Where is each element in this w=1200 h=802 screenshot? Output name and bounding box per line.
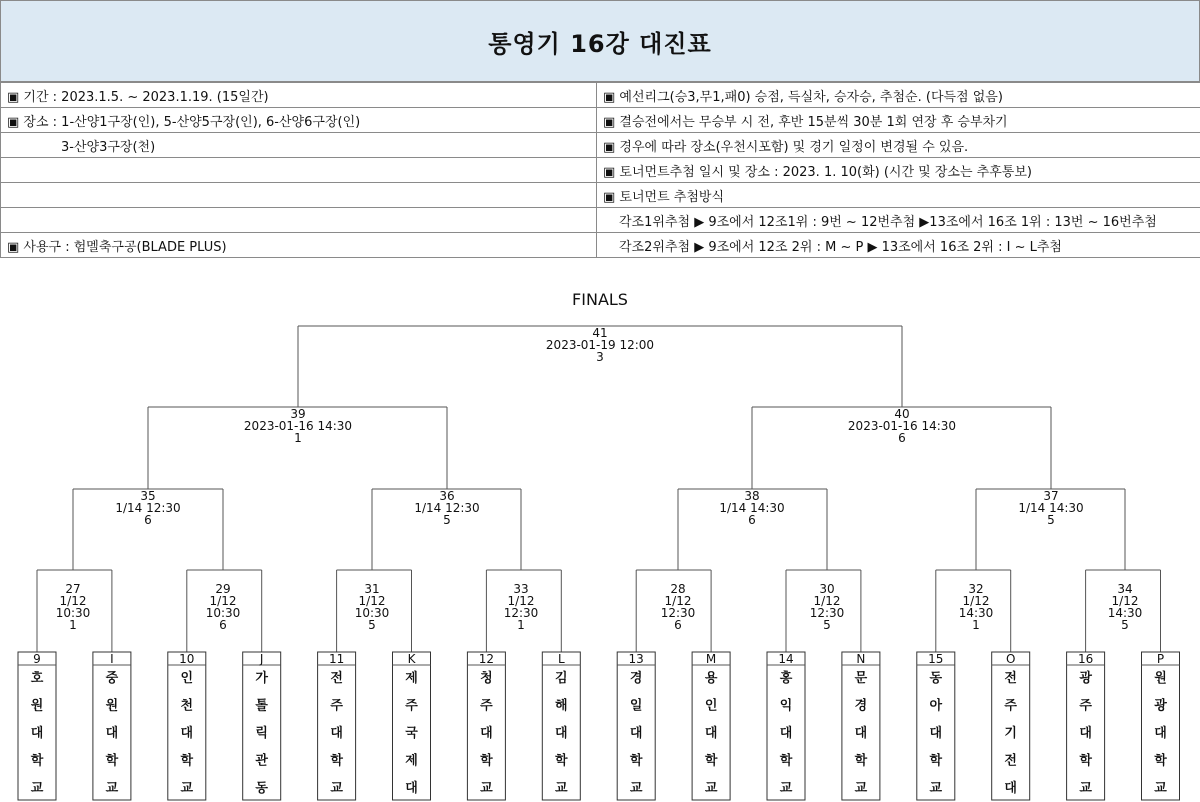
- team-seed: 15: [928, 652, 944, 666]
- r16-match-info: 14:30: [958, 606, 994, 620]
- quarter-match-info: 37: [1043, 489, 1059, 503]
- final-match-info: 2023-01-19 12:00: [545, 338, 655, 352]
- info-row: [1, 108, 1200, 133]
- team-name-char: 호: [30, 671, 44, 686]
- team-name-char: 원: [30, 698, 44, 714]
- quarter-match-info: 1/14 14:30: [719, 501, 785, 515]
- info-row: [1, 83, 1200, 108]
- r16-match-info: 1/12: [59, 594, 87, 608]
- r16-match-info: 29: [215, 582, 231, 596]
- team-name-char: 인: [180, 671, 194, 686]
- team-name-char: 학: [854, 753, 868, 769]
- team-name-char: 교: [629, 781, 643, 796]
- team-name-char: 톨: [255, 698, 268, 714]
- team-name-char: 대: [330, 726, 343, 741]
- semi-match-info: 2023-01-16 14:30: [243, 419, 353, 433]
- team-name-char: 문: [854, 671, 868, 686]
- semi-match-info: 1: [294, 431, 302, 445]
- r16-match-info: 12:30: [809, 606, 845, 620]
- r16-match-info: 5: [368, 618, 376, 632]
- info-change-rule: ▣ 경우에 따라 장소(우천시포함) 및 경기 일정이 변경될 수 있음.: [597, 133, 1200, 158]
- team-name-char: 청: [480, 671, 493, 686]
- team-name-char: 대: [854, 726, 868, 741]
- info-draw-second: 각조2위추첨 ▶ 9조에서 12조 2위 : M ~ P ▶ 13조에서 16조 2위 : I ~ L추첨: [597, 233, 1200, 258]
- quarter-match-info: 6: [748, 513, 756, 527]
- team-name-char: 대: [405, 781, 418, 796]
- team-name-char: 교: [555, 781, 568, 796]
- info-empty: [1, 183, 597, 208]
- team-name-char: 원: [105, 698, 119, 714]
- team-name-char: 학: [105, 753, 119, 769]
- semi-match-info: 6: [898, 431, 906, 445]
- r16-match-info: 1/12: [209, 594, 237, 608]
- info-row: [1, 233, 1200, 258]
- info-row: [1, 158, 1200, 183]
- finals-title: FINALS: [572, 290, 628, 309]
- team-name-char: 학: [1079, 753, 1092, 769]
- quarter-match-info: 38: [744, 489, 760, 503]
- team-name-char: 대: [30, 726, 44, 741]
- team-name-char: 대: [555, 726, 568, 741]
- r16-match-info: 1/12: [962, 594, 990, 608]
- r16-match-info: 10:30: [354, 606, 390, 620]
- info-ball: ▣ 사용구 : 험멜축구공(BLADE PLUS): [1, 233, 597, 258]
- team-name-char: 동: [255, 781, 268, 796]
- team-name-char: 용: [704, 671, 718, 686]
- team-name-char: 대: [180, 726, 194, 741]
- team-name-char: 학: [480, 753, 493, 769]
- team-name-char: 학: [779, 753, 793, 769]
- info-draw-first: 각조1위추첨 ▶ 9조에서 12조1위 : 9번 ~ 12번추첨 ▶13조에서 16조 1위 : 13번 ~ 16번추첨: [597, 208, 1200, 233]
- r16-match-info: 10:30: [55, 606, 91, 620]
- r16-match-info: 6: [674, 618, 682, 632]
- team-name-char: 대: [704, 726, 718, 741]
- team-name-char: 학: [30, 753, 44, 769]
- team-name-char: 광: [1154, 698, 1167, 714]
- team-name-char: 교: [929, 781, 943, 796]
- r16-match-info: 1/12: [813, 594, 841, 608]
- tournament-bracket: [0, 280, 1200, 802]
- team-name-char: 주: [405, 698, 418, 714]
- team-seed: M: [705, 652, 717, 666]
- team-seed: 13: [628, 652, 644, 666]
- r16-match-info: 1/12: [507, 594, 535, 608]
- team-seed: 11: [328, 652, 345, 666]
- quarter-match-info: 1/14 12:30: [115, 501, 181, 515]
- r16-match-info: 1: [517, 618, 525, 632]
- team-name-char: 교: [1079, 781, 1092, 796]
- quarter-match-info: 6: [144, 513, 152, 527]
- team-name-char: 광: [1079, 671, 1092, 686]
- info-table: [0, 82, 1200, 258]
- team-seed: I: [110, 652, 114, 666]
- quarter-match-info: 1/14 14:30: [1018, 501, 1084, 515]
- team-name-char: 주: [330, 698, 343, 714]
- team-name-char: 대: [105, 726, 119, 741]
- info-draw-date: ▣ 토너먼트추첨 일시 및 장소 : 2023. 1. 10(화) (시간 및 장소는 추후통보): [597, 158, 1200, 183]
- team-seed: J: [259, 652, 264, 666]
- r16-match-info: 12:30: [660, 606, 696, 620]
- team-name-char: 교: [330, 781, 343, 796]
- team-name-char: 학: [929, 753, 943, 769]
- team-name-char: 김: [555, 671, 568, 686]
- team-name-char: 교: [30, 781, 44, 796]
- team-name-char: 대: [1004, 781, 1017, 796]
- team-name-char: 경: [629, 671, 643, 686]
- team-seed: 12: [478, 652, 495, 666]
- team-name-char: 학: [629, 753, 643, 769]
- team-name-char: 교: [480, 781, 493, 796]
- page-title: 통영기 16강 대진표: [488, 29, 712, 58]
- team-name-char: 교: [779, 781, 793, 796]
- team-name-char: 대: [1079, 726, 1092, 741]
- team-name-char: 제: [405, 671, 418, 686]
- r16-match-info: 32: [968, 582, 984, 596]
- team-name-char: 학: [704, 753, 718, 769]
- team-name-char: 인: [704, 698, 718, 714]
- team-name-char: 전: [330, 671, 343, 686]
- info-draw-method: ▣ 토너먼트 추첨방식: [597, 183, 1200, 208]
- team-name-char: 교: [704, 781, 718, 796]
- team-name-char: 학: [180, 753, 194, 769]
- info-row: [1, 133, 1200, 158]
- r16-match-info: 33: [513, 582, 529, 596]
- team-seed: 16: [1077, 652, 1094, 666]
- team-name-char: 제: [405, 753, 418, 769]
- info-row: [1, 183, 1200, 208]
- r16-match-info: 1: [69, 618, 77, 632]
- semi-match-info: 40: [894, 407, 910, 421]
- team-name-char: 가: [255, 671, 268, 686]
- team-name-char: 아: [929, 698, 943, 714]
- team-name-char: 대: [629, 726, 643, 741]
- quarter-match-info: 35: [140, 489, 156, 503]
- team-name-char: 중: [105, 671, 119, 686]
- team-name-char: 대: [929, 726, 943, 741]
- team-name-char: 주: [1004, 698, 1017, 714]
- team-seed: O: [1005, 652, 1016, 666]
- semi-match-info: 39: [290, 407, 306, 421]
- team-name-char: 해: [555, 698, 568, 714]
- team-name-char: 홍: [779, 671, 793, 686]
- r16-match-info: 31: [364, 582, 380, 596]
- team-name-char: 일: [629, 698, 643, 714]
- team-name-char: 경: [854, 698, 868, 714]
- r16-match-info: 1/12: [358, 594, 386, 608]
- team-name-char: 학: [330, 753, 343, 769]
- final-match-info: 41: [592, 326, 608, 340]
- r16-match-info: 28: [670, 582, 686, 596]
- team-name-char: 천: [180, 698, 194, 714]
- final-match-info: 3: [596, 350, 604, 364]
- quarter-match-info: 5: [1047, 513, 1055, 527]
- team-name-char: 기: [1004, 726, 1017, 741]
- info-period: ▣ 기간 : 2023.1.5. ~ 2023.1.19. (15일간): [1, 83, 597, 108]
- team-name-char: 동: [929, 671, 943, 686]
- r16-match-info: 1/12: [1111, 594, 1139, 608]
- team-seed: 10: [179, 652, 195, 666]
- r16-match-info: 30: [819, 582, 835, 596]
- r16-match-info: 12:30: [503, 606, 539, 620]
- team-name-char: 국: [405, 726, 418, 741]
- r16-match-info: 6: [219, 618, 227, 632]
- info-final-rule: ▣ 결승전에서는 무승부 시 전, 후반 15분씩 30분 1회 연장 후 승부차기: [597, 108, 1200, 133]
- team-name-char: 학: [1154, 753, 1167, 769]
- team-seed: K: [407, 652, 416, 666]
- team-seed: P: [1156, 652, 1165, 666]
- team-name-char: 대: [779, 726, 793, 741]
- team-name-char: 전: [1004, 671, 1017, 686]
- team-name-char: 익: [779, 698, 793, 714]
- team-name-char: 주: [480, 698, 493, 714]
- team-name-char: 릭: [255, 726, 268, 741]
- team-seed: 14: [778, 652, 794, 666]
- team-name-char: 대: [480, 726, 493, 741]
- r16-match-info: 10:30: [205, 606, 241, 620]
- quarter-match-info: 36: [439, 489, 455, 503]
- team-name-char: 원: [1154, 671, 1167, 686]
- info-venue: ▣ 장소 : 1-산양1구장(인), 5-산양5구장(인), 6-산양6구장(인): [1, 108, 597, 133]
- quarter-match-info: 5: [443, 513, 451, 527]
- quarter-match-info: 1/14 12:30: [414, 501, 480, 515]
- team-seed: L: [557, 652, 565, 666]
- team-name-char: 학: [555, 753, 568, 769]
- r16-match-info: 34: [1117, 582, 1133, 596]
- r16-match-info: 5: [1121, 618, 1129, 632]
- info-venue-2: 3-산양3구장(천): [1, 133, 597, 158]
- info-league-rule: ▣ 예선리그(승3,무1,패0) 승점, 득실차, 승자승, 추첨순. (다득점 없음): [597, 83, 1200, 108]
- r16-match-info: 5: [823, 618, 831, 632]
- team-name-char: 대: [1154, 726, 1167, 741]
- r16-match-info: 1/12: [664, 594, 692, 608]
- team-name-char: 전: [1004, 753, 1017, 769]
- team-name-char: 교: [1154, 781, 1167, 796]
- info-empty: [1, 208, 597, 233]
- team-seed: N: [856, 652, 866, 666]
- team-name-char: 교: [854, 781, 868, 796]
- team-name-char: 교: [180, 781, 194, 796]
- title-bar: [0, 0, 1200, 82]
- team-name-char: 관: [255, 753, 268, 769]
- team-name-char: 주: [1079, 698, 1092, 714]
- r16-match-info: 14:30: [1107, 606, 1143, 620]
- r16-match-info: 1: [972, 618, 980, 632]
- r16-match-info: 27: [65, 582, 81, 596]
- info-empty: [1, 158, 597, 183]
- team-seed: 9: [33, 652, 41, 666]
- info-row: [1, 208, 1200, 233]
- semi-match-info: 2023-01-16 14:30: [847, 419, 957, 433]
- team-name-char: 교: [105, 781, 119, 796]
